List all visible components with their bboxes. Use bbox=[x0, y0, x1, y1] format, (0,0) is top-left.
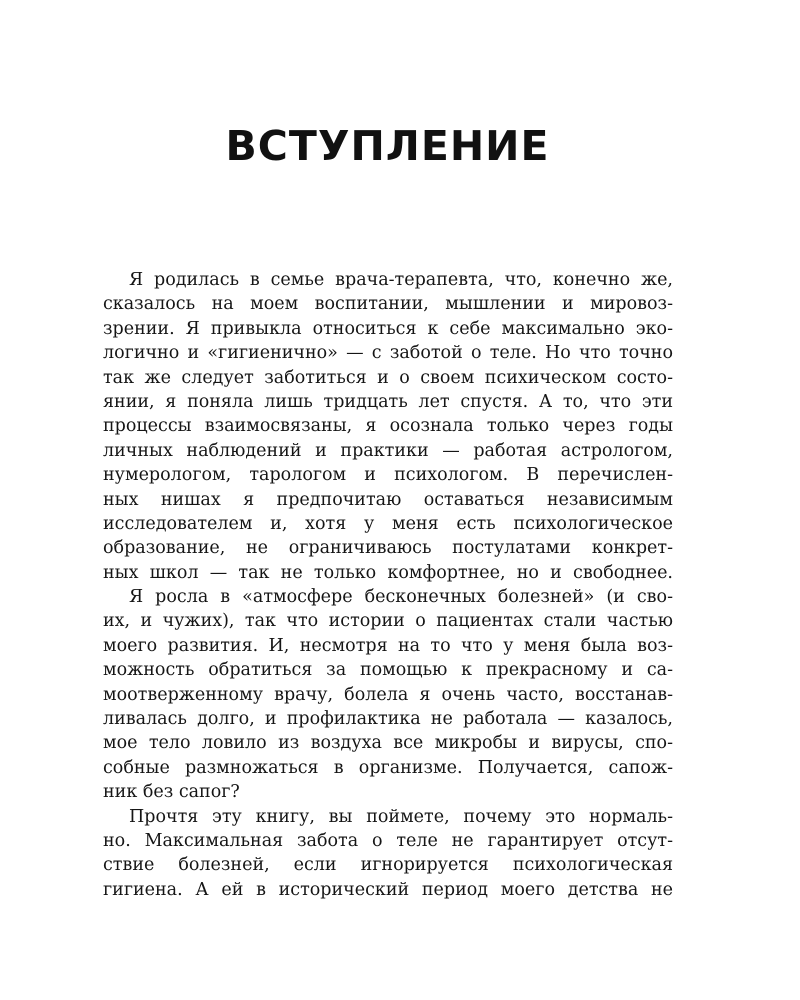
text-line: логично и «гигиенично» — с заботой о теле. Но что точно bbox=[103, 343, 673, 364]
text-line: образование, не ограничиваюсь постулатами конкрет- bbox=[103, 538, 673, 559]
text-line: личных наблюдений и практики — работая астрологом, bbox=[103, 440, 673, 461]
text-line: нумерологом, тарологом и психологом. В перечислен- bbox=[103, 465, 673, 486]
chapter-title: ВСТУПЛЕНИЕ bbox=[225, 122, 550, 170]
text-line: ливалась долго, и профилактика не работала — казалось, bbox=[103, 709, 673, 730]
text-line: можность обратиться за помощью к прекрасному и са- bbox=[103, 660, 673, 681]
text-line: ных школ — так не только комфортнее, но и свободнее. bbox=[103, 562, 673, 583]
text-line: ствие болезней, если игнорируется психологическая bbox=[103, 855, 673, 876]
text-line: Я родилась в семье врача-терапевта, что, конечно же, bbox=[129, 270, 673, 290]
text-line: процессы взаимосвязаны, я осознала только через годы bbox=[103, 416, 673, 437]
text-line: янии, я поняла лишь тридцать лет спустя. А то, что эти bbox=[103, 391, 673, 412]
text-line: моотверженному врачу, болела я очень часто, восстанав- bbox=[103, 684, 673, 705]
text-line: их, и чужих), так что истории о пациентах стали частью bbox=[103, 611, 673, 632]
text-line: сказалось на моем воспитании, мышлении и мировоз- bbox=[103, 294, 673, 315]
text-line: но. Максимальная забота о теле не гарантирует отсут- bbox=[103, 830, 673, 851]
text-line: мое тело ловило из воздуха все микробы и вирусы, спо- bbox=[103, 733, 673, 754]
text-line: ник без сапог? bbox=[103, 782, 240, 803]
text-line: исследователем и, хотя у меня есть психологическое bbox=[103, 513, 673, 534]
text-line: так же следует заботиться и о своем психическом состо- bbox=[103, 367, 673, 388]
text-line: гигиена. А ей в исторический период моего детства не bbox=[103, 879, 673, 900]
chapter-body bbox=[103, 268, 673, 902]
text-line: ных нишах я предпочитаю оставаться независимым bbox=[103, 489, 673, 510]
text-line: Прочтя эту книгу, вы поймете, почему это нормаль- bbox=[129, 806, 673, 827]
text-line: Я росла в «атмосфере бесконечных болезней» (и сво- bbox=[129, 587, 673, 608]
text-line: собные размножаться в организме. Получается, сапож- bbox=[103, 757, 673, 778]
text-line: зрении. Я привыкла относиться к себе максимально эко- bbox=[103, 318, 673, 339]
text-line: моего развития. И, несмотря на то что у меня была воз- bbox=[103, 635, 673, 656]
